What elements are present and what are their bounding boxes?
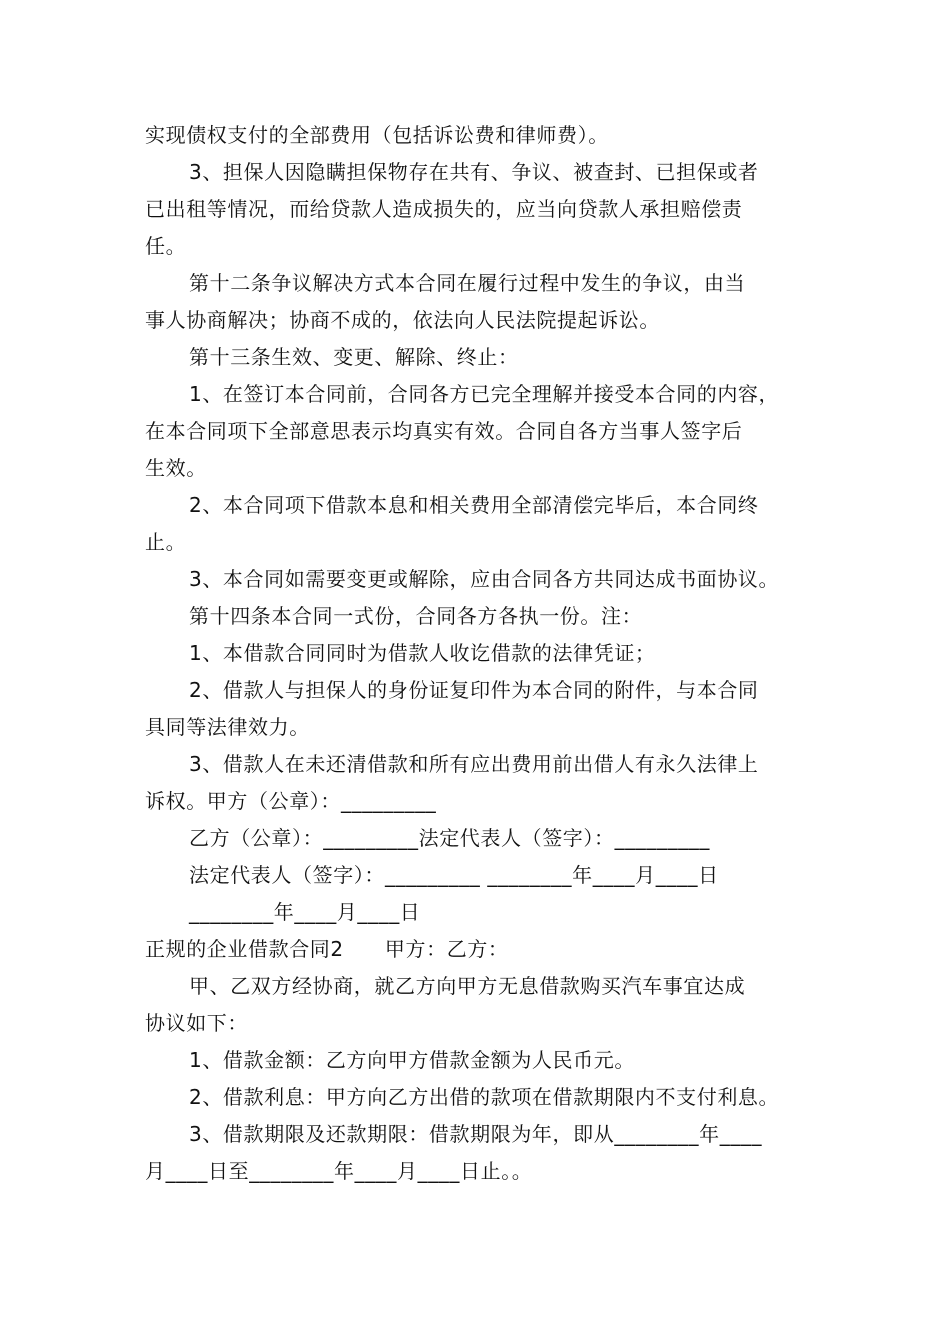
text-line: 在本合同项下全部意思表示均真实有效。合同自各方当事人签字后 (145, 419, 743, 443)
text-line: 任。 (145, 234, 187, 258)
text-line: 第十三条生效、变更、解除、终止： (189, 345, 519, 369)
text-line: 正规的企业借款合同2 甲方：乙方： (145, 937, 509, 961)
text-line: 第十四条本合同一式份，合同各方各执一份。注： (189, 604, 643, 628)
text-line: 1、本借款合同同时为借款人收讫借款的法律凭证； (189, 641, 656, 665)
text-line: ________年____月____日 (189, 900, 421, 924)
text-line: 乙方（公章）：_________法定代表人（签字）：_________ (189, 826, 710, 850)
text-line: 1、在签订本合同前，合同各方已完全理解并接受本合同的内容， (189, 382, 780, 406)
text-line: 诉权。甲方（公章）：_________ (145, 789, 437, 813)
text-line: 协议如下： (145, 1011, 248, 1035)
text-line: 生效。 (145, 456, 207, 480)
text-line: 止。 (145, 530, 187, 554)
text-line: 2、本合同项下借款本息和相关费用全部清偿完毕后，本合同终 (189, 493, 759, 517)
text-line: 2、借款利息：甲方向乙方出借的款项在借款期限内不支付利息。 (189, 1085, 780, 1109)
text-line: 甲、乙双方经协商，就乙方向甲方无息借款购买汽车事宜达成 (189, 974, 746, 998)
text-line: 3、借款人在未还清借款和所有应出费用前出借人有永久法律上 (189, 752, 759, 776)
text-line: 已出租等情况，而给贷款人造成损失的，应当向贷款人承担赔偿责 (145, 197, 743, 221)
text-line: 具同等法律效力。 (145, 715, 310, 739)
text-line: 3、担保人因隐瞒担保物存在共有、争议、被查封、已担保或者 (189, 160, 759, 184)
text-line: 1、借款金额：乙方向甲方借款金额为人民币元。 (189, 1048, 635, 1072)
text-line: 3、借款期限及还款期限：借款期限为年，即从________年____ (189, 1122, 763, 1146)
text-line: 法定代表人（签字）：_________ ________年____月____日 (189, 863, 719, 887)
text-line: 3、本合同如需要变更或解除，应由合同各方共同达成书面协议。 (189, 567, 780, 591)
text-line: 2、借款人与担保人的身份证复印件为本合同的附件，与本合同 (189, 678, 759, 702)
text-line: 月____日至________年____月____日止。。 (145, 1159, 533, 1183)
text-line: 第十二条争议解决方式本合同在履行过程中发生的争议，由当 (189, 271, 746, 295)
text-line: 实现债权支付的全部费用（包括诉讼费和律师费）。 (145, 123, 609, 147)
text-line: 事人协商解决；协商不成的，依法向人民法院提起诉讼。 (145, 308, 660, 332)
